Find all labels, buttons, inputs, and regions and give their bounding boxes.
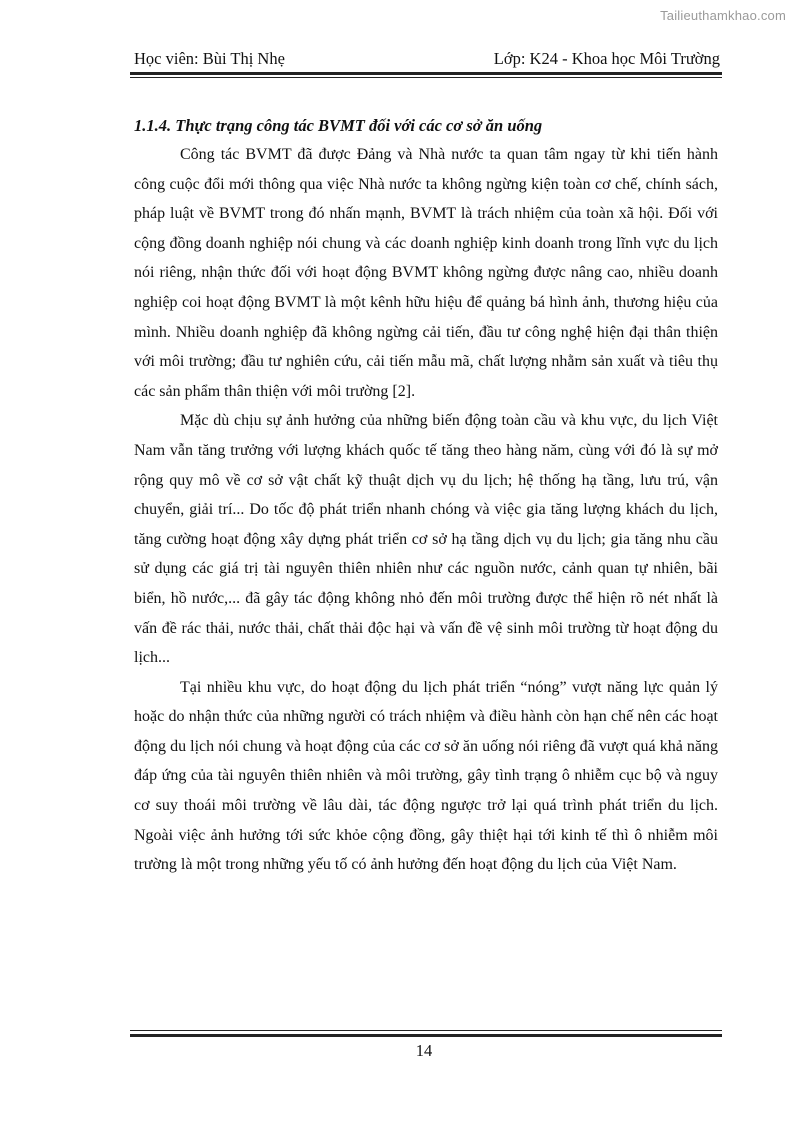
section-heading: 1.1.4. Thực trạng công tác BVMT đối với các cơ sở ăn uống (134, 116, 543, 135)
header-rule-thin (130, 77, 722, 78)
footer-rule-thin (130, 1030, 722, 1031)
header-class-name: Lớp: K24 - Khoa học Môi Trường (493, 49, 720, 68)
header-rule (130, 72, 722, 75)
header-student-name: Học viên: Bùi Thị Nhẹ (134, 49, 285, 68)
paragraph-2: Mặc dù chịu sự ảnh hưởng của những biến động toàn cầu và khu vực, du lịch Việt Nam vẫn tăng trưởng với lượng khách quốc tế tăng theo hàng năm, cùng với đó là sự mở rộng quy mô về cơ sở vật chất kỹ thuật dịch vụ du lịch; hệ thống hạ tầng, lưu trú, vận chuyển, giải trí... Do tốc độ phát triển nhanh chóng và việc gia tăng lượng khách du lịch, tăng cường hoạt động xây dựng phát triển cơ sở hạ tầng dịch vụ du lịch; gia tăng nhu cầu sử dụng các giá trị tài nguyên thiên nhiên như các nguồn nước, cảnh quan tự nhiên, bãi biển, hồ nước,... đã gây tác động không nhỏ đến môi trường được thể hiện rõ nét nhất là vấn đề rác thải, nước thải, chất thải độc hại và vấn đề vệ sinh môi trường từ hoạt động du lịch... (134, 412, 718, 667)
paragraph-1: Công tác BVMT đã được Đảng và Nhà nước ta quan tâm ngay từ khi tiến hành công cuộc đổi mới thông qua việc Nhà nước ta không ngừng kiện toàn cơ chế, chính sách, pháp luật về BVMT trong đó nhấn mạnh, BVMT là trách nhiệm của toàn xã hội. Đối với cộng đồng doanh nghiệp nói chung và các doanh nghiệp kinh doanh trong lĩnh vực du lịch nói riêng, nhận thức đối với hoạt động BVMT không ngừng được nâng cao, nhiều doanh nghiệp coi hoạt động BVMT là một kênh hữu hiệu để quảng bá hình ảnh, thương hiệu của mình. Nhiều doanh nghiệp đã không ngừng cải tiến, đầu tư công nghệ hiện đại thân thiện với môi trường; đầu tư nghiên cứu, cải tiến mẫu mã, chất lượng nhằm sản xuất và tiêu thụ các sản phẩm thân thiện với môi trường [2]. (134, 146, 718, 400)
page-header (134, 49, 720, 71)
page-content (134, 112, 718, 880)
footer-rule (130, 1034, 722, 1037)
page-number: 14 (415, 1041, 433, 1060)
paragraph-3: Tại nhiều khu vực, do hoạt động du lịch phát triển “nóng” vượt năng lực quản lý hoặc do nhận thức của những người có trách nhiệm và điều hành còn hạn chế nên các hoạt động du lịch nói chung và hoạt động của các cơ sở ăn uống nói riêng đã vượt quá khả năng đáp ứng của tài nguyên thiên nhiên và môi trường, gây tình trạng ô nhiễm cục bộ và nguy cơ suy thoái môi trường về lâu dài, tác động ngược trở lại quá trình phát triển du lịch. Ngoài việc ảnh hưởng tới sức khỏe cộng đồng, gây thiệt hại tới kinh tế thì ô nhiễm môi trường là một trong những yếu tố có ảnh hưởng đến hoạt động du lịch của Việt Nam. (134, 678, 718, 874)
watermark: Tailieuthamkhao.com (660, 8, 786, 23)
